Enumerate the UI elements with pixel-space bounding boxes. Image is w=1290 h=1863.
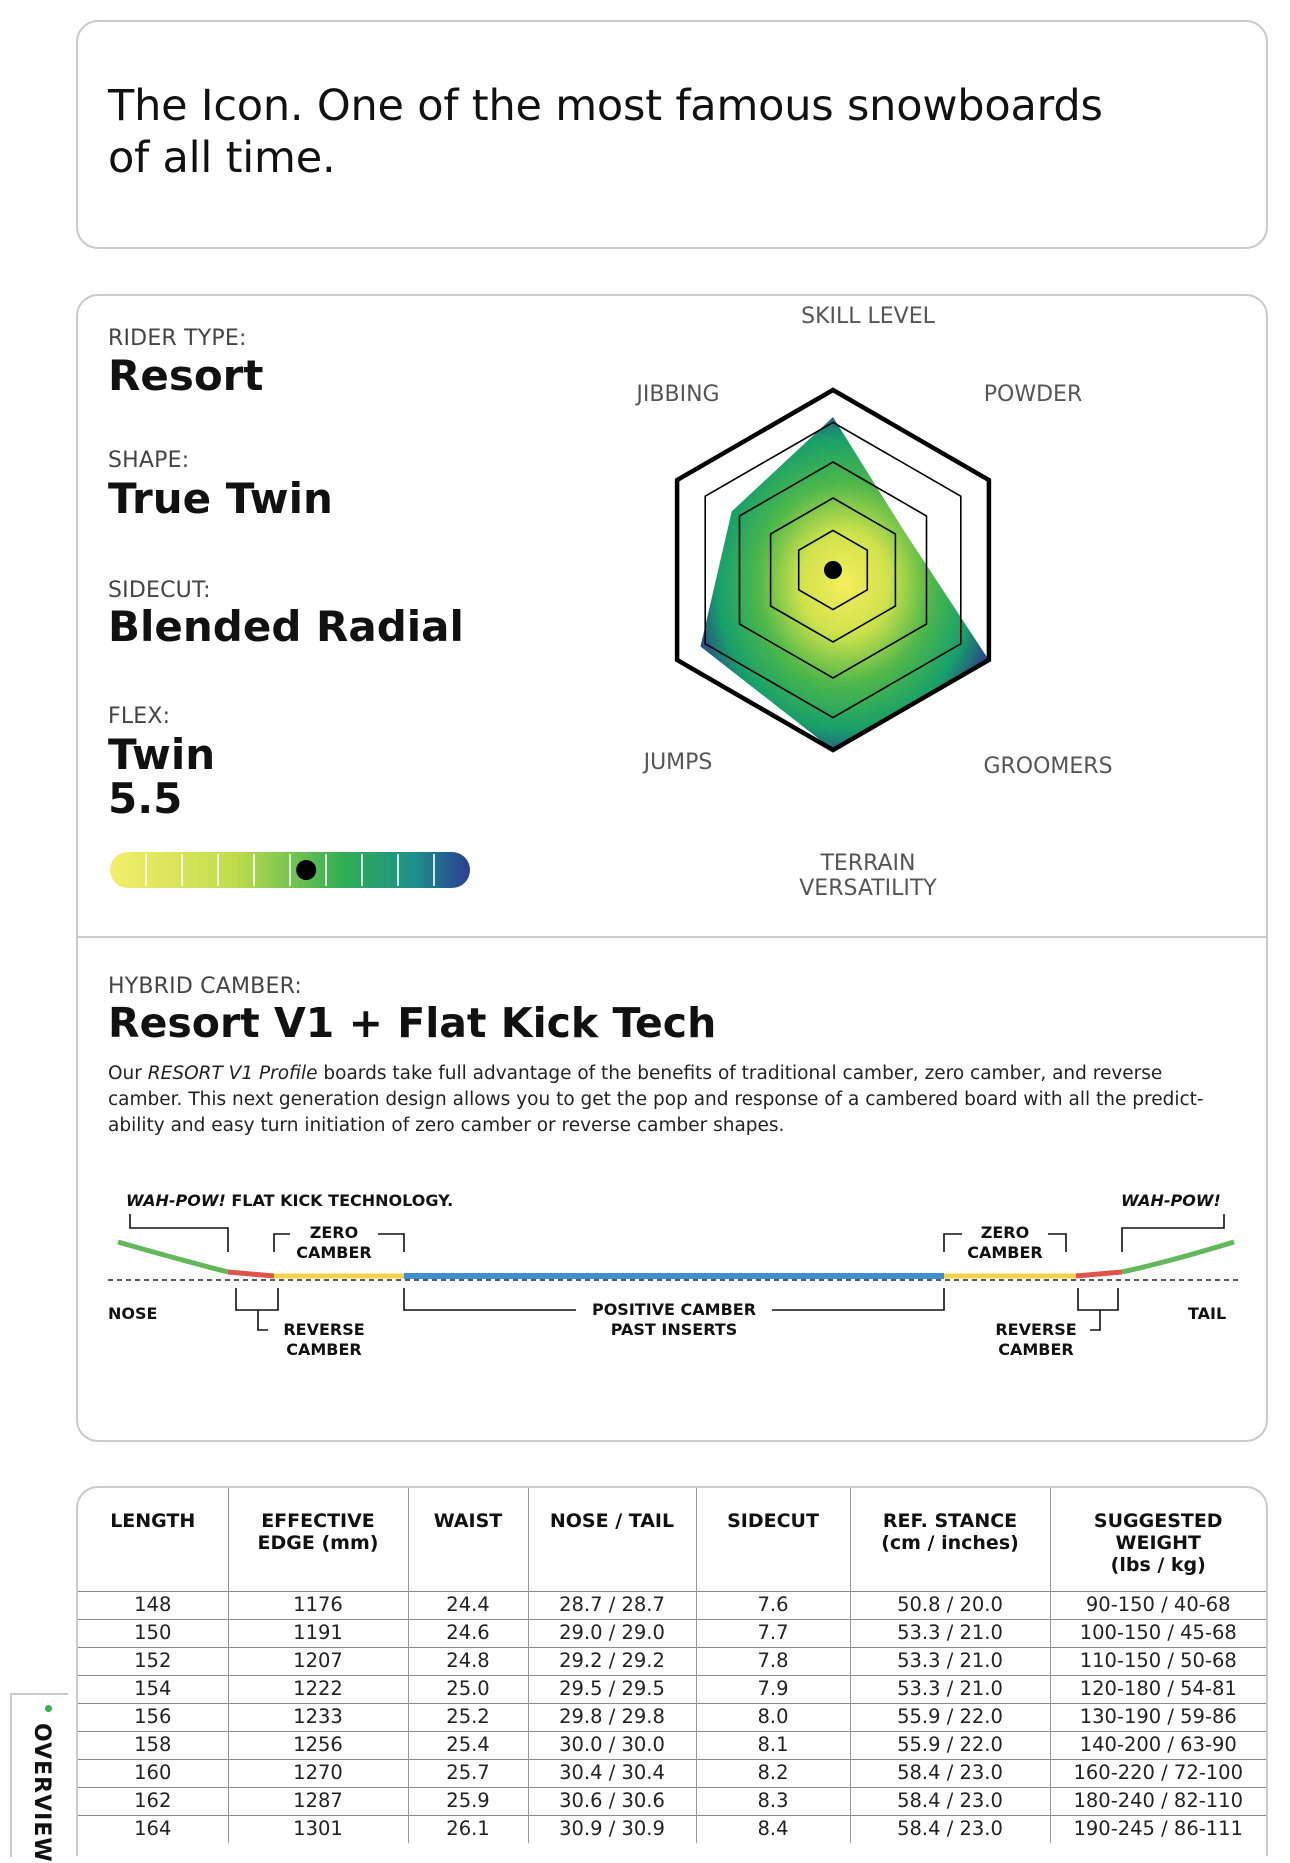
- table-cell: 130-190 / 59-86: [1050, 1703, 1266, 1731]
- shape-label: SHAPE:: [108, 448, 190, 473]
- table-cell: 30.9 / 30.9: [528, 1815, 696, 1843]
- column-header-line: (cm / inches): [881, 1532, 1019, 1554]
- table-row: [78, 1675, 1266, 1703]
- table-cell: 90-150 / 40-68: [1050, 1591, 1266, 1619]
- wah-pow-right-title: WAH-POW!: [1121, 1191, 1221, 1210]
- table-cell: 26.1: [408, 1815, 528, 1843]
- table-cell: 8.2: [696, 1759, 850, 1787]
- table-cell: 160-220 / 72-100: [1050, 1759, 1266, 1787]
- zero-right-line1: ZERO: [980, 1223, 1030, 1242]
- flex-scale: [108, 848, 472, 892]
- table-cell: 29.8 / 29.8: [528, 1703, 696, 1731]
- wah-pow-italic: WAH-POW!: [126, 1191, 226, 1210]
- camber-description: [108, 1061, 1258, 1139]
- table-cell: 50.8 / 20.0: [850, 1591, 1050, 1619]
- table-cell: 100-150 / 45-68: [1050, 1619, 1266, 1647]
- table-cell: 110-150 / 50-68: [1050, 1647, 1266, 1675]
- column-header-line: EFFECTIVE: [261, 1510, 375, 1532]
- table-cell: 7.9: [696, 1675, 850, 1703]
- overview-tab[interactable]: [10, 1693, 68, 1863]
- desc-line2: camber. This next generation design allows you to get the pop and response of a cambered board with all the predict-: [108, 1089, 1204, 1110]
- section-divider: [78, 936, 1266, 938]
- positive-line2: PAST INSERTS: [610, 1320, 738, 1339]
- reverse-right-line2: CAMBER: [998, 1340, 1074, 1359]
- table-cell: 24.4: [408, 1591, 528, 1619]
- overview-tab-label: OVERVIEW: [29, 1723, 54, 1863]
- flex-rating: 5.5: [108, 774, 183, 823]
- radar-label-terrain-line1: TERRAIN: [820, 851, 916, 876]
- table-cell: 55.9 / 22.0: [850, 1703, 1050, 1731]
- table-cell: 58.4 / 23.0: [850, 1815, 1050, 1843]
- table-cell: 29.2 / 29.2: [528, 1647, 696, 1675]
- table-cell: 58.4 / 23.0: [850, 1787, 1050, 1815]
- table-cell: 55.9 / 22.0: [850, 1731, 1050, 1759]
- shape-value: True Twin: [108, 474, 333, 523]
- zero-left-line2: CAMBER: [296, 1243, 372, 1262]
- wah-pow-rest: FLAT KICK TECHNOLOGY.: [225, 1191, 454, 1210]
- radar-label-terrain-versatility: [778, 851, 958, 901]
- column-header-line: SIDECUT: [727, 1510, 819, 1532]
- column-header-line: REF. STANCE: [882, 1510, 1018, 1532]
- table-cell: 8.0: [696, 1703, 850, 1731]
- column-header-line: (lbs / kg): [1110, 1554, 1206, 1576]
- radar-label-skill-level: SKILL LEVEL: [801, 304, 935, 329]
- table-cell: 30.4 / 30.4: [528, 1759, 696, 1787]
- table-cell: 25.0: [408, 1675, 528, 1703]
- table-cell: 1222: [228, 1675, 408, 1703]
- nose-label: NOSE: [108, 1304, 158, 1323]
- table-cell: 30.0 / 30.0: [528, 1731, 696, 1759]
- table-cell: 8.1: [696, 1731, 850, 1759]
- column-header-line: WAIST: [433, 1510, 503, 1532]
- table-cell: 29.0 / 29.0: [528, 1619, 696, 1647]
- table-cell: 1287: [228, 1787, 408, 1815]
- flex-value: Twin: [108, 730, 216, 779]
- radar-chart: [673, 356, 1093, 756]
- table-cell: 1301: [228, 1815, 408, 1843]
- radar-label-terrain-line2: VERSATILITY: [799, 876, 937, 901]
- flex-scale-marker: [296, 860, 316, 880]
- table-row: [78, 1815, 1266, 1843]
- table-cell: 120-180 / 54-81: [1050, 1675, 1266, 1703]
- desc-italic: RESORT V1 Profile: [147, 1063, 318, 1084]
- table-cell: 154: [78, 1675, 228, 1703]
- column-header: [850, 1488, 1050, 1591]
- column-header-line: EDGE (mm): [257, 1532, 379, 1554]
- table-row: [78, 1731, 1266, 1759]
- table-cell: 164: [78, 1815, 228, 1843]
- radar-center-dot: [824, 561, 842, 579]
- table-cell: 25.9: [408, 1787, 528, 1815]
- rider-type-label: RIDER TYPE:: [108, 326, 247, 351]
- zero-camber-left: [288, 1223, 380, 1263]
- specs-card: [76, 294, 1268, 1442]
- table-cell: 160: [78, 1759, 228, 1787]
- desc-line1-pre: Our: [108, 1063, 148, 1084]
- table-cell: 162: [78, 1787, 228, 1815]
- spec-table: [76, 1486, 1268, 1856]
- rider-type-value: Resort: [108, 351, 264, 400]
- table-cell: 140-200 / 63-90: [1050, 1731, 1266, 1759]
- profile-reverse-left: [228, 1272, 274, 1276]
- spec-table-grid: [78, 1488, 1266, 1843]
- overview-active-dot: [45, 1705, 52, 1712]
- radar-label-powder: POWDER: [983, 382, 1083, 407]
- hero-headline: The Icon. One of the most famous snowboards of all time.: [108, 81, 1103, 183]
- sidecut-value: Blended Radial: [108, 602, 464, 651]
- reverse-left-line2: CAMBER: [286, 1340, 362, 1359]
- table-cell: 152: [78, 1647, 228, 1675]
- positive-line1: POSITIVE CAMBER: [591, 1300, 757, 1319]
- column-header: [696, 1488, 850, 1591]
- table-cell: 58.4 / 23.0: [850, 1759, 1050, 1787]
- table-cell: 7.6: [696, 1591, 850, 1619]
- table-cell: 7.8: [696, 1647, 850, 1675]
- desc-line1-post: boards take full advantage of the benefits of traditional camber, zero camber, and reverse: [317, 1063, 1163, 1084]
- table-cell: 1176: [228, 1591, 408, 1619]
- table-row: [78, 1647, 1266, 1675]
- radar-label-groomers: GROOMERS: [983, 754, 1113, 779]
- table-cell: 25.4: [408, 1731, 528, 1759]
- camber-value: Resort V1 + Flat Kick Tech: [108, 999, 717, 1047]
- wah-pow-left-title: [126, 1191, 453, 1211]
- table-cell: 25.2: [408, 1703, 528, 1731]
- table-cell: 156: [78, 1703, 228, 1731]
- sidecut-label: SIDECUT:: [108, 578, 211, 603]
- table-row: [78, 1787, 1266, 1815]
- reverse-camber-left: [274, 1320, 374, 1360]
- table-cell: 1233: [228, 1703, 408, 1731]
- table-body: [78, 1591, 1266, 1843]
- table-cell: 158: [78, 1731, 228, 1759]
- table-header-row: [78, 1488, 1266, 1591]
- column-header: [228, 1488, 408, 1591]
- table-cell: 29.5 / 29.5: [528, 1675, 696, 1703]
- table-cell: 180-240 / 82-110: [1050, 1787, 1266, 1815]
- profile-reverse-right: [1076, 1272, 1122, 1276]
- table-cell: 53.3 / 21.0: [850, 1647, 1050, 1675]
- table-cell: 8.4: [696, 1815, 850, 1843]
- desc-line3: ability and easy turn initiation of zero camber or reverse camber shapes.: [108, 1115, 785, 1136]
- table-cell: 53.3 / 21.0: [850, 1619, 1050, 1647]
- table-row: [78, 1703, 1266, 1731]
- zero-right-line2: CAMBER: [967, 1243, 1043, 1262]
- zero-left-line1: ZERO: [309, 1223, 359, 1242]
- table-cell: 148: [78, 1591, 228, 1619]
- column-header: [78, 1488, 228, 1591]
- reverse-right-line1: REVERSE: [995, 1320, 1077, 1339]
- table-cell: 24.6: [408, 1619, 528, 1647]
- flex-label: FLEX:: [108, 704, 171, 729]
- table-cell: 1256: [228, 1731, 408, 1759]
- radar-label-jumps: JUMPS: [643, 750, 713, 775]
- column-header: [528, 1488, 696, 1591]
- tail-label: TAIL: [1188, 1304, 1227, 1323]
- table-cell: 24.8: [408, 1647, 528, 1675]
- table-cell: 7.7: [696, 1619, 850, 1647]
- column-header: [408, 1488, 528, 1591]
- table-cell: 8.3: [696, 1787, 850, 1815]
- column-header-line: NOSE / TAIL: [549, 1510, 675, 1532]
- column-header-line: SUGGESTED WEIGHT: [1093, 1510, 1223, 1554]
- profile-tail-kick: [1122, 1242, 1234, 1272]
- profile-nose-kick: [118, 1242, 228, 1272]
- table-cell: 1191: [228, 1619, 408, 1647]
- camber-label: HYBRID CAMBER:: [108, 974, 302, 999]
- table-row: [78, 1591, 1266, 1619]
- table-cell: 28.7 / 28.7: [528, 1591, 696, 1619]
- zero-camber-right: [960, 1223, 1050, 1263]
- hero-card: [76, 20, 1268, 249]
- column-header: [1050, 1488, 1266, 1591]
- table-cell: 190-245 / 86-111: [1050, 1815, 1266, 1843]
- table-row: [78, 1619, 1266, 1647]
- table-cell: 1207: [228, 1647, 408, 1675]
- table-row: [78, 1759, 1266, 1787]
- reverse-left-line1: REVERSE: [283, 1320, 365, 1339]
- table-cell: 1270: [228, 1759, 408, 1787]
- positive-camber-label: [576, 1300, 772, 1340]
- table-cell: 30.6 / 30.6: [528, 1787, 696, 1815]
- reverse-camber-right: [986, 1320, 1086, 1360]
- table-cell: 150: [78, 1619, 228, 1647]
- radar-label-jibbing: JIBBING: [636, 382, 720, 407]
- table-cell: 25.7: [408, 1759, 528, 1787]
- column-header-line: LENGTH: [110, 1510, 196, 1532]
- table-cell: 53.3 / 21.0: [850, 1675, 1050, 1703]
